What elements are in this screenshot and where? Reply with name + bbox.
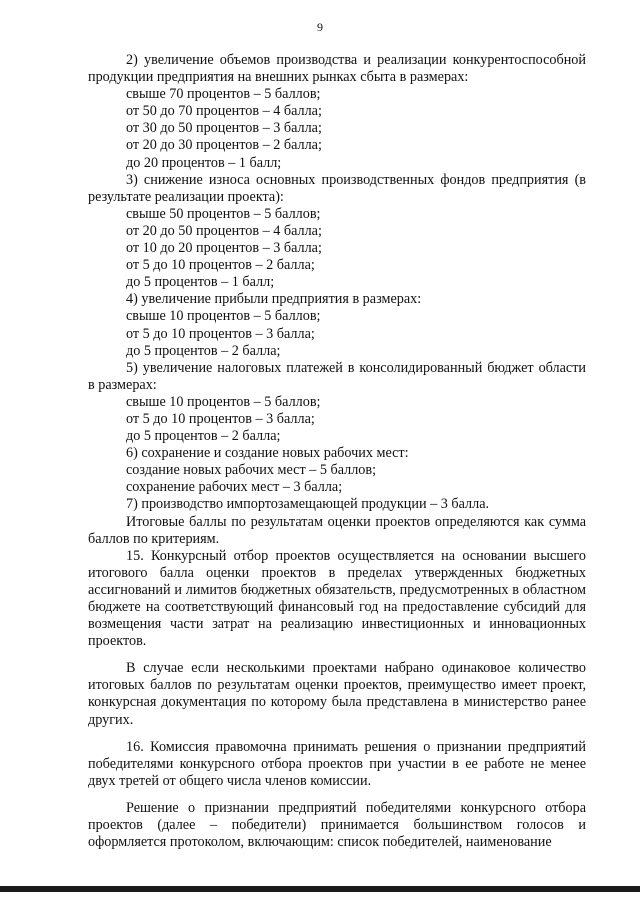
criterion-7-heading: 7) производство импортозамещающей продукции – 3 балла. <box>126 496 490 513</box>
criterion-6-item: сохранение рабочих мест – 3 балла; <box>126 479 343 496</box>
criterion-2-item: от 50 до 70 процентов – 4 балла; <box>126 103 322 120</box>
criterion-6-heading: 6) сохранение и создание новых рабочих мест: <box>126 445 409 462</box>
criterion-2-item: свыше 70 процентов – 5 баллов; <box>126 86 321 103</box>
criterion-2-heading: 2) увеличение объемов производства и реализации конкурентоспособной продукции предприятия на внешних рынках сбыта в размерах: <box>88 52 586 86</box>
clause-15-paragraph: 15. Конкурсный отбор проектов осуществляется на основании высшего итогового балла оценки проектов в пределах утвержденных бюджетных ассигнований и лимитов бюджетных обязательств, предусмотренных в областном бюджете на соответствующий финансовый год на предоставление субсидий для возмещения части затрат на реализацию инвестиционных и инновационных проектов. <box>88 547 586 650</box>
criterion-4-item: свыше 10 процентов – 5 баллов; <box>126 308 321 325</box>
criterion-5-item: свыше 10 процентов – 5 баллов; <box>126 393 321 410</box>
document-body <box>88 52 586 851</box>
criterion-3-item: от 20 до 50 процентов – 4 балла; <box>126 222 322 239</box>
criterion-2-item: от 30 до 50 процентов – 3 балла; <box>126 120 322 137</box>
criterion-3-item: свыше 50 процентов – 5 баллов; <box>126 205 321 222</box>
criterion-6-item: создание новых рабочих мест – 5 баллов; <box>126 462 377 479</box>
criterion-5-heading: 5) увеличение налоговых платежей в консолидированный бюджет области в размерах: <box>88 359 586 393</box>
tie-break-paragraph: В случае если несколькими проектами набрано одинаковое количество итоговых баллов по результатам оценки проектов, преимущество имеет проект, конкурсная документация по которому была представлена в министерство ранее других. <box>88 660 586 728</box>
criterion-5-item: от 5 до 10 процентов – 3 балла; <box>126 410 315 427</box>
criterion-4-item: до 5 процентов – 2 балла; <box>126 342 281 359</box>
criterion-3-item: до 5 процентов – 1 балл; <box>126 274 275 291</box>
page-number: 9 <box>317 20 323 34</box>
criterion-5-item: до 5 процентов – 2 балла; <box>126 428 281 445</box>
criterion-3-item: от 10 до 20 процентов – 3 балла; <box>126 240 322 257</box>
decision-paragraph: Решение о признании предприятий победителями конкурсного отбора проектов (далее – победители) принимается большинством голосов и оформляется протоколом, включающим: список победителей, наименование <box>88 799 586 851</box>
total-score-paragraph: Итоговые баллы по результатам оценки проектов определяются как сумма баллов по критериям. <box>88 513 586 547</box>
criterion-3-item: от 5 до 10 процентов – 2 балла; <box>126 257 315 274</box>
clause-16-paragraph: 16. Комиссия правомочна принимать решения о признании предприятий победителями конкурсного отбора проектов при участии в ее работе не менее двух третей от общего числа членов комиссии. <box>88 738 586 789</box>
criterion-3-heading: 3) снижение износа основных производственных фондов предприятия (в результате реализации проекта): <box>88 171 586 205</box>
criterion-2-item: от 20 до 30 процентов – 2 балла; <box>126 137 322 154</box>
scan-bottom-edge <box>0 886 640 892</box>
criterion-2-item: до 20 процентов – 1 балл; <box>126 154 282 171</box>
criterion-4-heading: 4) увеличение прибыли предприятия в размерах: <box>126 291 422 308</box>
criterion-4-item: от 5 до 10 процентов – 3 балла; <box>126 325 315 342</box>
